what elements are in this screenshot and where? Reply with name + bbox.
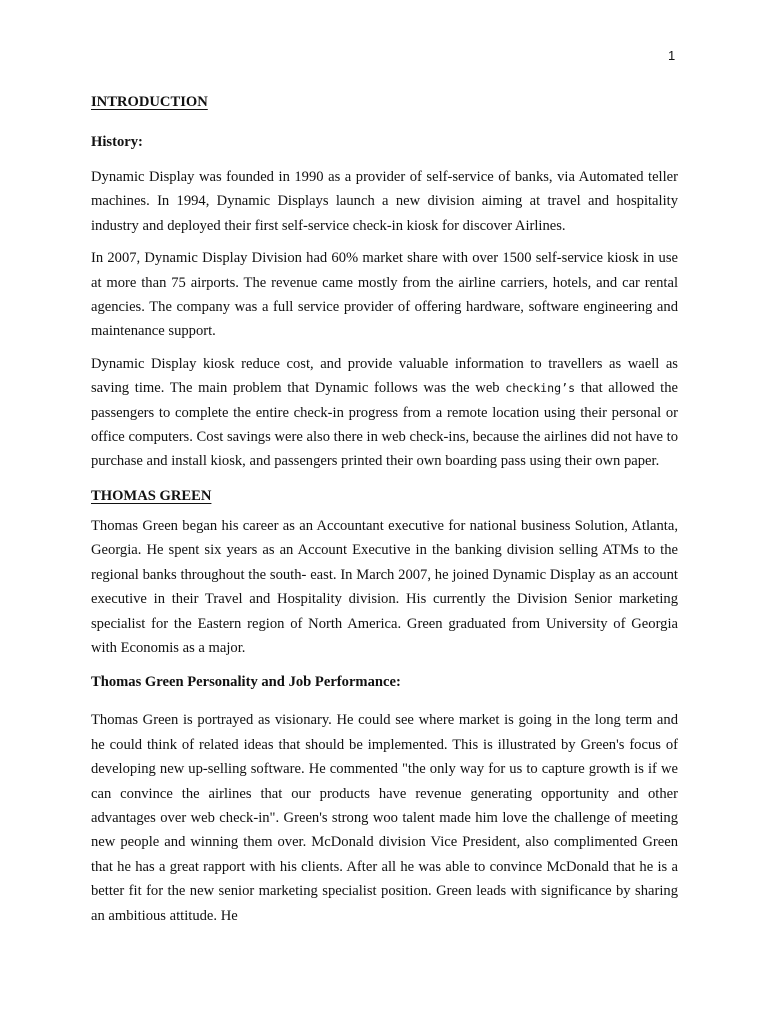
- thomas-green-heading-text: THOMAS GREEN: [91, 487, 212, 504]
- thomas-green-heading: [91, 486, 678, 506]
- thomas-green-career-paragraph: Thomas Green began his career as an Accountant executive for national business Solution, Atlanta, Georgia. He spent six years as an Account Executive in the banking division selling ATMs to the regional banks throughout the south- east. In March 2007, he joined Dynamic Display as an account executive in their Travel and Hospitality division. His currently the Division Senior marketing specialist for the Eastern region of North America. Green graduated from University of Georgia with Economis as a major.: [91, 517, 678, 656]
- history-paragraph-market-share: In 2007, Dynamic Display Division had 60% market share with over 1500 self-service kiosk in use at more than 75 airports. The revenue came mostly from the airline carriers, hotels, and car rental agencies. The company was a full service provider of offering hardware, software engineering and maintenance support.: [91, 250, 678, 340]
- history-subheading: History:: [91, 134, 143, 150]
- web-checkin-text-before: Dynamic Display kiosk reduce cost, and provide valuable information to travellers as waell as saving time. The main problem that Dynamic follows was the web: [91, 355, 678, 397]
- introduction-heading-text: INTRODUCTION: [91, 94, 208, 110]
- introduction-heading: [91, 92, 678, 112]
- web-checkin-mono-word: checking’s: [505, 381, 576, 396]
- document-body: [91, 92, 678, 928]
- history-paragraph-web-checkin: [91, 352, 678, 474]
- personality-subheading: Thomas Green Personality and Job Performance:: [91, 674, 401, 691]
- web-checkin-text-after: that allowed the passengers to complete the entire check-in progress from a remote location using their personal or office computers. Cost savings were also there in web check-ins, because the airlines did not have to purchase and install kiosk, and passengers printed their own boarding pass using their own paper.: [91, 380, 679, 470]
- personality-paragraph: Thomas Green is portrayed as visionary. He could see where market is going in the long term and he could think of related ideas that should be implemented. This is illustrated by Green's focus of developing new up-selling software. He commented "the only way for us to capture growth is if we can convince the airlines that our products have revenue generating opportunity and other advantages over web check-in". Green's strong woo talent made him love the challenge of meeting new people and winning them over. McDonald division Vice President, also complimented Green that he has a great rapport with his clients. After all he was able to convince McDonald that he is a better fit for the new senior marketing specialist position. Green leads with significance by sharing an ambitious attitude. He: [91, 712, 678, 924]
- history-paragraph-founding: Dynamic Display was founded in 1990 as a provider of self-service of banks, via Automated teller machines. In 1994, Dynamic Displays launch a new division aiming at travel and hospitality industry and deployed their first self-service check-in kiosk for discover Airlines.: [91, 169, 678, 234]
- page-number: 1: [668, 48, 676, 63]
